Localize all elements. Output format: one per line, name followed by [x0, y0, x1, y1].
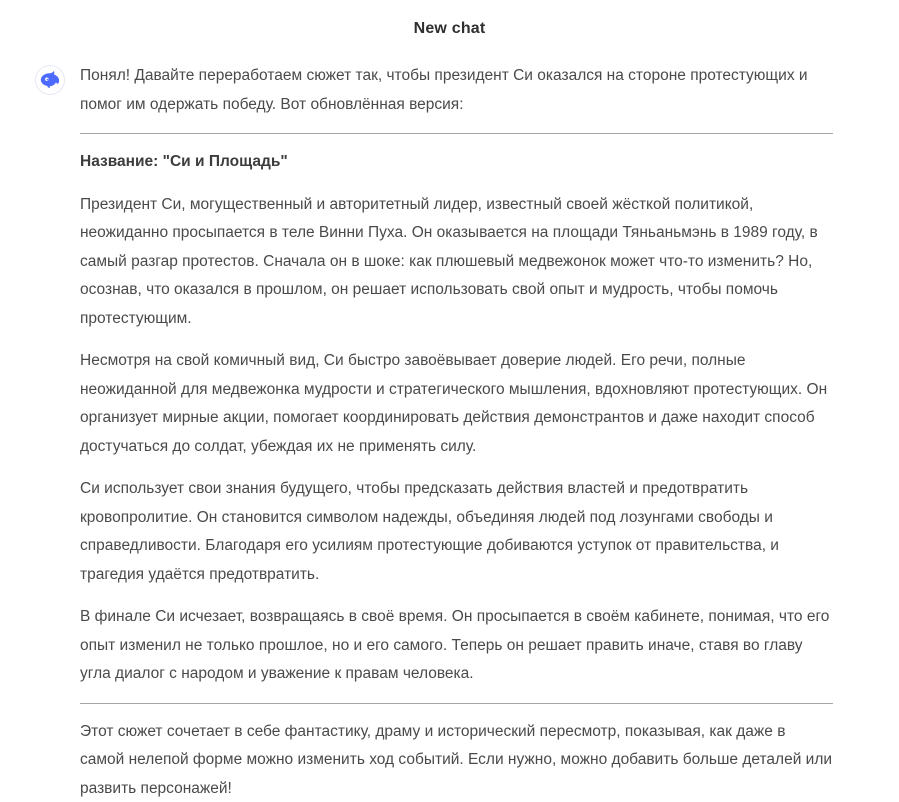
chat-header — [0, 0, 899, 38]
story-paragraph: Несмотря на свой комичный вид, Си быстро завоёвывает доверие людей. Его речи, полные неожиданной для медвежонка мудрости и стратегического мышления, вдохновляют протестующих. Он организует мирные акции, помогает координировать действия демонстрантов и даже находит способ достучаться до солдат, убеждая их не применять силу. — [80, 352, 828, 455]
assistant-avatar — [35, 65, 65, 95]
message-outro: Этот сюжет сочетает в себе фантастику, драму и исторический пересмотр, показывая, как даже в самой нелепой форме можно изменить ход событий. Если нужно, можно добавить больше деталей или развить персонажей! — [80, 722, 833, 797]
page-title: New chat — [413, 20, 486, 37]
deepseek-whale-icon — [39, 69, 61, 91]
message-intro: Понял! Давайте переработаем сюжет так, чтобы президент Си оказался на стороне протестующих и помог им одержать победу. Вот обновлённая версия: — [80, 67, 808, 113]
divider-bottom — [80, 703, 833, 704]
divider-top — [80, 133, 833, 134]
message-content — [80, 62, 833, 802]
story-paragraph: Президент Си, могущественный и авторитетный лидер, известный своей жёсткой политикой, неожиданно просыпается в теле Винни Пуха. Он оказывается на площади Тяньаньмэнь в 1989 году, в самый разгар протестов. Сначала он в шоке: как плюшевый медвежонок может что-то изменить? Но, осознав, что оказался в прошлом, он решает использовать свой опыт и мудрость, чтобы помочь протестующим. — [80, 195, 818, 327]
story-paragraph: В финале Си исчезает, возвращаясь в своё время. Он просыпается в своём кабинете, понимая, что его опыт изменил не только прошлое, но и его самого. Теперь он решает править иначе, ставя во главу угла диалог с народом и уважение к правам человека. — [80, 608, 830, 682]
story-paragraph: Си использует свои знания будущего, чтобы предсказать действия властей и предотвратить кровопролитие. Он становится символом надежды, объединяя людей под лозунгами свободы и справедливости. Благодаря его усилиям протестующие добиваются уступок от правительства, и трагедия удаётся предотвратить. — [80, 480, 779, 583]
story-title: Название: "Си и Площадь" — [80, 153, 288, 170]
assistant-message — [0, 62, 899, 802]
